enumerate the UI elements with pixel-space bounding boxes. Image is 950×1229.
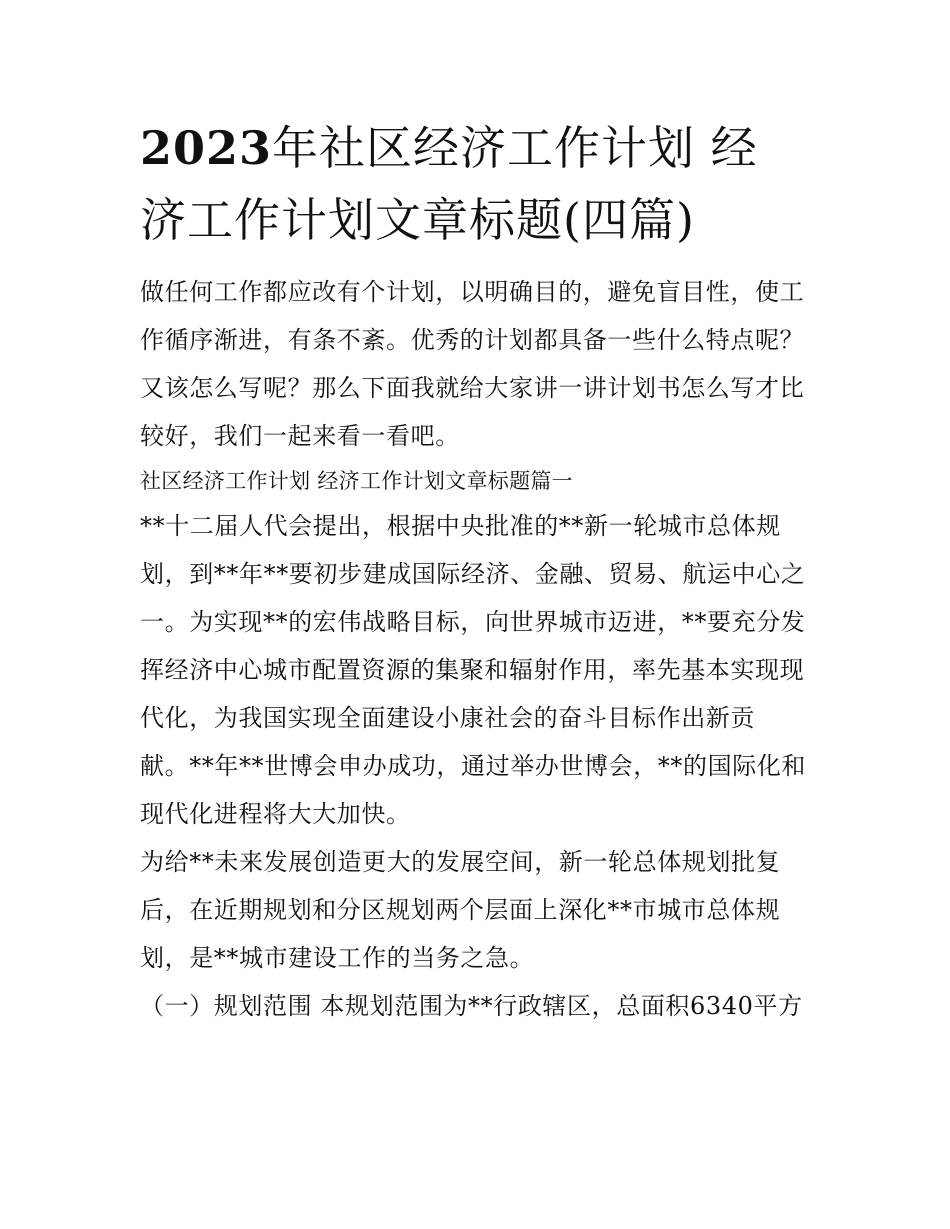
text-line: 后，在近期规划和分区规划两个层面上深化**市城市总体规 bbox=[140, 896, 781, 924]
text-line: （一）规划范围 本规划范围为**行政辖区，总面积6340平方 bbox=[140, 992, 803, 1020]
text-line: 献。**年**世博会申办成功，通过举办世博会，**的国际化和 bbox=[140, 752, 806, 780]
body-paragraph-1 bbox=[140, 502, 820, 838]
title-line-2: 济工作计划文章标题(四篇) bbox=[140, 193, 695, 247]
text-line: 又该怎么写呢？那么下面我就给大家讲一讲计划书怎么写才比 bbox=[140, 374, 805, 402]
section-heading: 社区经济工作计划 经济工作计划文章标题篇一 bbox=[140, 469, 573, 493]
text-line: 一。为实现**的宏伟战略目标，向世界城市迈进，**要充分发 bbox=[140, 608, 806, 636]
text-line: 做任何工作都应改有个计划，以明确目的，避免盲目性，使工 bbox=[140, 278, 805, 306]
title-line-1-text: 年社区经济工作计划 经 bbox=[272, 121, 758, 175]
text-line: 挥经济中心城市配置资源的集聚和辐射作用，率先基本实现现 bbox=[140, 656, 805, 684]
text-line: 划，到**年**要初步建成国际经济、金融、贸易、航运中心之 bbox=[140, 560, 806, 588]
body-paragraph-3 bbox=[140, 982, 820, 1030]
text-line: 为给**未来发展创造更大的发展空间，新一轮总体规划批复 bbox=[140, 848, 781, 876]
document-title bbox=[140, 112, 820, 256]
text-line: 现代化进程将大大加快。 bbox=[140, 800, 411, 828]
intro-paragraph bbox=[140, 268, 820, 460]
text-line: 较好，我们一起来看一看吧。 bbox=[140, 422, 460, 450]
document-page bbox=[140, 112, 820, 1030]
text-line: 作循序渐进，有条不紊。优秀的计划都具备一些什么特点呢？ bbox=[140, 326, 805, 354]
text-line: 划，是**城市建设工作的当务之急。 bbox=[140, 944, 535, 972]
title-line-1 bbox=[140, 112, 820, 184]
body-paragraph-2 bbox=[140, 838, 820, 982]
title-year: 2023 bbox=[140, 121, 273, 175]
text-line: **十二届人代会提出，根据中央批准的**新一轮城市总体规 bbox=[140, 512, 781, 540]
text-line: 代化，为我国实现全面建设小康社会的奋斗目标作出新贡 bbox=[140, 704, 755, 732]
